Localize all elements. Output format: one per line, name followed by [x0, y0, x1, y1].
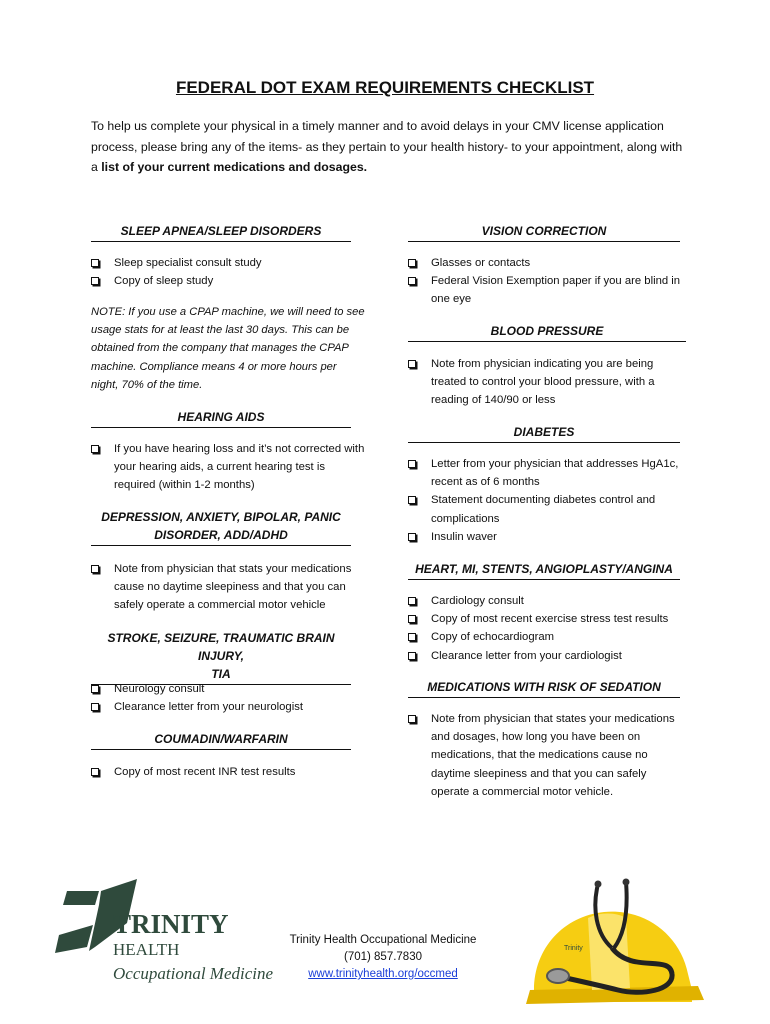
- heading-blood-pressure: BLOOD PRESSURE: [408, 322, 686, 342]
- list-stroke: [91, 680, 366, 716]
- checkbox-icon: [408, 277, 416, 285]
- heading-sleep-apnea: SLEEP APNEA/SLEEP DISORDERS: [91, 222, 351, 242]
- checkbox-icon: [408, 533, 416, 541]
- checkbox-icon: [91, 259, 99, 267]
- logo-trinity-text: TRINITY: [113, 909, 229, 939]
- footer-contact: [268, 932, 498, 983]
- checkbox-icon: [408, 496, 416, 504]
- list-item[interactable]: Federal Vision Exemption paper if you are blind in one eye: [408, 272, 683, 308]
- intro-text: To help us complete your physical in a timely manner and to avoid delays in your CMV license application process, please bring any of the items- as they pertain to your health history- to your appointment, along with a: [91, 119, 683, 174]
- checkbox-icon: [408, 360, 416, 368]
- heading-vision: VISION CORRECTION: [408, 222, 680, 242]
- list-item[interactable]: Cardiology consult: [408, 592, 688, 610]
- list-item[interactable]: Letter from your physician that addresses HgA1c, recent as of 6 months: [408, 455, 683, 491]
- checkbox-icon: [91, 445, 99, 453]
- list-medications: [408, 710, 683, 801]
- heading-heart: HEART, MI, STENTS, ANGIOPLASTY/ANGINA: [408, 560, 680, 580]
- list-item[interactable]: Sleep specialist consult study: [91, 254, 366, 272]
- list-item[interactable]: Copy of sleep study: [91, 272, 366, 290]
- list-item[interactable]: Insulin waver: [408, 528, 683, 546]
- checkbox-icon: [91, 703, 99, 711]
- list-item[interactable]: Copy of most recent exercise stress test results: [408, 610, 688, 628]
- list-vision: [408, 254, 683, 309]
- list-item[interactable]: Clearance letter from your neurologist: [91, 698, 366, 716]
- footer-link[interactable]: www.trinityhealth.org/occmed: [308, 968, 458, 980]
- heading-hearing-aids: HEARING AIDS: [91, 408, 351, 428]
- list-item[interactable]: Neurology consult: [91, 680, 366, 698]
- checkbox-icon: [91, 768, 99, 776]
- hard-hat-stethoscope-icon: [522, 878, 712, 1008]
- list-item[interactable]: Copy of echocardiogram: [408, 628, 688, 646]
- checkbox-icon: [408, 633, 416, 641]
- list-diabetes: [408, 455, 683, 546]
- checkbox-icon: [408, 615, 416, 623]
- list-item[interactable]: Note from physician that states your medications and dosages, how long you have been on medications, that the medications cause no daytime sleepiness and that you can safely operate a commercial motor vehicle.: [408, 710, 683, 801]
- footer-phone: (701) 857.7830: [343, 951, 422, 963]
- list-hearing-aids: [91, 440, 366, 495]
- checkbox-icon: [408, 259, 416, 267]
- list-item[interactable]: Glasses or contacts: [408, 254, 683, 272]
- footer-org: Trinity Health Occupational Medicine: [289, 934, 477, 946]
- checkbox-icon: [91, 565, 99, 573]
- page-title: FEDERAL DOT EXAM REQUIREMENTS CHECKLIST: [175, 78, 595, 97]
- checkbox-icon: [408, 460, 416, 468]
- checkbox-icon: [408, 597, 416, 605]
- heading-coumadin: COUMADIN/WARFARIN: [91, 730, 351, 750]
- heading-depression: DEPRESSION, ANXIETY, BIPOLAR, PANIC DISORDER, ADD/ADHD: [91, 508, 351, 546]
- checkbox-icon: [408, 715, 416, 723]
- intro-paragraph: [91, 116, 691, 178]
- logo-occmed-text: Occupational Medicine: [113, 964, 274, 983]
- logo-health-text: HEALTH: [113, 940, 180, 959]
- heading-stroke: STROKE, SEIZURE, TRAUMATIC BRAIN INJURY, TIA: [91, 629, 351, 685]
- list-item[interactable]: Clearance letter from your cardiologist: [408, 647, 688, 665]
- list-coumadin: [91, 763, 366, 781]
- cpap-note: NOTE: If you use a CPAP machine, we will need to see usage stats for at least the last 30 days. This can be obtained from the company that manages the CPAP machine. Compliance means 4 or more hours per night, 70% of the time.: [91, 306, 365, 391]
- list-depression: [91, 560, 366, 615]
- list-heart: [408, 592, 688, 665]
- list-item[interactable]: If you have hearing loss and it’s not corrected with your hearing aids, a current hearing test is required (within 1-2 months): [91, 440, 366, 495]
- checkbox-icon: [91, 685, 99, 693]
- list-sleep-apnea: [91, 254, 366, 290]
- checkbox-icon: [91, 277, 99, 285]
- list-item[interactable]: Copy of most recent INR test results: [91, 763, 366, 781]
- trinity-health-logo: [55, 875, 295, 985]
- heading-medications: MEDICATIONS WITH RISK OF SEDATION: [408, 678, 680, 698]
- list-item[interactable]: Note from physician indicating you are being treated to control your blood pressure, with a reading of 140/90 or less: [408, 355, 683, 410]
- list-item[interactable]: Note from physician that stats your medications cause no daytime sleepiness and that you can safely operate a commercial motor vehicle: [91, 560, 366, 615]
- heading-diabetes: DIABETES: [408, 423, 680, 443]
- hat-logo-text: Trinity: [564, 945, 583, 952]
- intro-bold-text: list of your current medications and dosages.: [101, 160, 368, 174]
- list-blood-pressure: [408, 355, 683, 410]
- checkbox-icon: [408, 652, 416, 660]
- list-item[interactable]: Statement documenting diabetes control and complications: [408, 491, 683, 527]
